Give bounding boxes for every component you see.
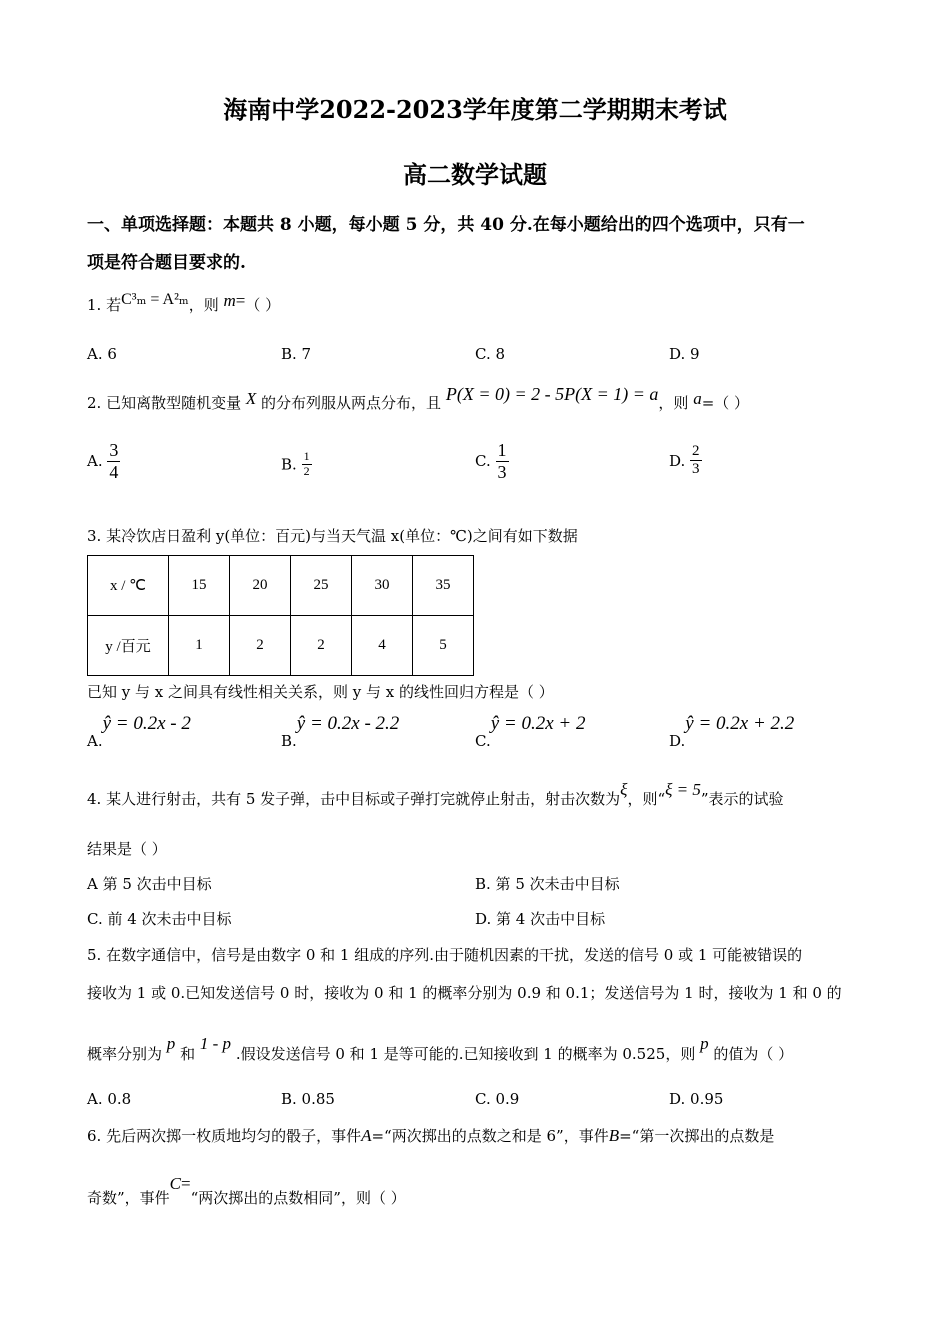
q3-option-b: B.ŷ = 0.2x - 2.2	[281, 713, 400, 750]
section-heading-line1: 一、单项选择题：本题共 8 小题，每小题 5 分，共 40 分.在每小题给出的四个选项中，只有一	[87, 215, 805, 235]
q2-option-b: B. $\frac{1}{2}$	[281, 449, 310, 478]
table-cell: 35	[413, 556, 474, 616]
table-row	[88, 616, 474, 676]
q1-option-d: D. 9	[669, 345, 700, 363]
question-5-line3: 概率分别为 p 和 1 - p .假设发送信号 0 和 1 是等可能的.已知接收到 1 的概率为 0.525，则 p 的值为（ ）	[87, 1034, 794, 1063]
table-cell: 1	[169, 616, 230, 676]
question-5-line2: 接收为 1 或 0.已知发送信号 0 时，接收为 0 和 1 的概率分别为 0.9 和 0.1；发送信号为 1 时，接收为 1 和 0 的	[87, 984, 842, 1002]
question-5-line1: 5. 在数字通信中，信号是由数字 0 和 1 组成的序列.由于随机因素的干扰，发送的信号 0 或 1 可能被错误的	[87, 946, 803, 964]
table-cell: 15	[169, 556, 230, 616]
table-cell: 20	[230, 556, 291, 616]
q2-option-a: A. $\frac{3}{4}$	[87, 440, 119, 482]
table-header-x: x / ℃	[88, 556, 169, 616]
question-4-stem-line1: 4. 某人进行射击，共有 5 发子弹，击中目标或子弹打完就停止射击，射击次数为ξ，则“ξ = 5”表示的试验	[87, 780, 784, 808]
q5-option-d: D. 0.95	[669, 1090, 724, 1108]
q5-option-b: B. 0.85	[281, 1090, 335, 1108]
q2-option-d: D. $\frac{2}{3}$	[669, 443, 700, 478]
table-cell: 30	[352, 556, 413, 616]
exam-title: 海南中学2022-2023学年度第二学期期末考试	[223, 95, 727, 124]
table-cell: 2	[230, 616, 291, 676]
q1-option-a: A. 6	[87, 345, 117, 363]
question-3-stem: 3. 某冷饮店日盈利 y(单位：百元)与当天气温 x(单位：℃)之间有如下数据	[87, 527, 578, 545]
section-heading-line2: 项是符合题目要求的.	[87, 253, 246, 273]
question-6-line2: 奇数”，事件C=“两次掷出的点数相同”，则（ ）	[87, 1174, 406, 1207]
question-1-stem: 1. 若C³ₘ = A²ₘ，则 m=（ ）	[87, 291, 281, 314]
table-header-y: y /百元	[88, 616, 169, 676]
question-2-stem: 2. 已知离散型随机变量 X 的分布列服从两点分布，且 P(X = 0) = 2 - 5P(X = 1) = a，则 a=（ ）	[87, 384, 750, 412]
question-4-stem-line2: 结果是（ ）	[87, 840, 167, 858]
table-cell: 4	[352, 616, 413, 676]
q4-option-a: A 第 5 次击中目标	[87, 875, 212, 893]
q2-distribution-expr: P(X = 0) = 2 - 5P(X = 1) = a	[445, 384, 659, 404]
q3-option-a: A.ŷ = 0.2x - 2	[87, 713, 191, 750]
q3-option-d: D.ŷ = 0.2x + 2.2	[669, 713, 795, 750]
q4-option-d: D. 第 4 次击中目标	[475, 910, 606, 928]
q5-option-a: A. 0.8	[87, 1090, 132, 1108]
q4-option-b: B. 第 5 次未击中目标	[475, 875, 620, 893]
q5-option-c: C. 0.9	[475, 1090, 520, 1108]
q4-option-c: C. 前 4 次未击中目标	[87, 910, 232, 928]
q1-combination-expr: C³ₘ = A²ₘ	[121, 291, 189, 308]
question-6-line1: 6. 先后两次掷一枚质地均匀的骰子，事件A=“两次掷出的点数之和是 6”，事件B=“第一次掷出的点数是	[87, 1126, 775, 1145]
table-cell: 25	[291, 556, 352, 616]
table-row	[88, 556, 474, 616]
q2-option-c: C. $\frac{1}{3}$	[475, 440, 507, 482]
table-cell: 2	[291, 616, 352, 676]
q1-option-c: C. 8	[475, 345, 506, 363]
data-table	[87, 555, 474, 676]
question-3-prompt: 已知 y 与 x 之间具有线性相关关系，则 y 与 x 的线性回归方程是（ ）	[87, 683, 554, 701]
exam-subtitle: 高二数学试题	[403, 160, 547, 189]
table-cell: 5	[413, 616, 474, 676]
q1-option-b: B. 7	[281, 345, 312, 363]
q3-option-c: C.ŷ = 0.2x + 2	[475, 713, 586, 750]
